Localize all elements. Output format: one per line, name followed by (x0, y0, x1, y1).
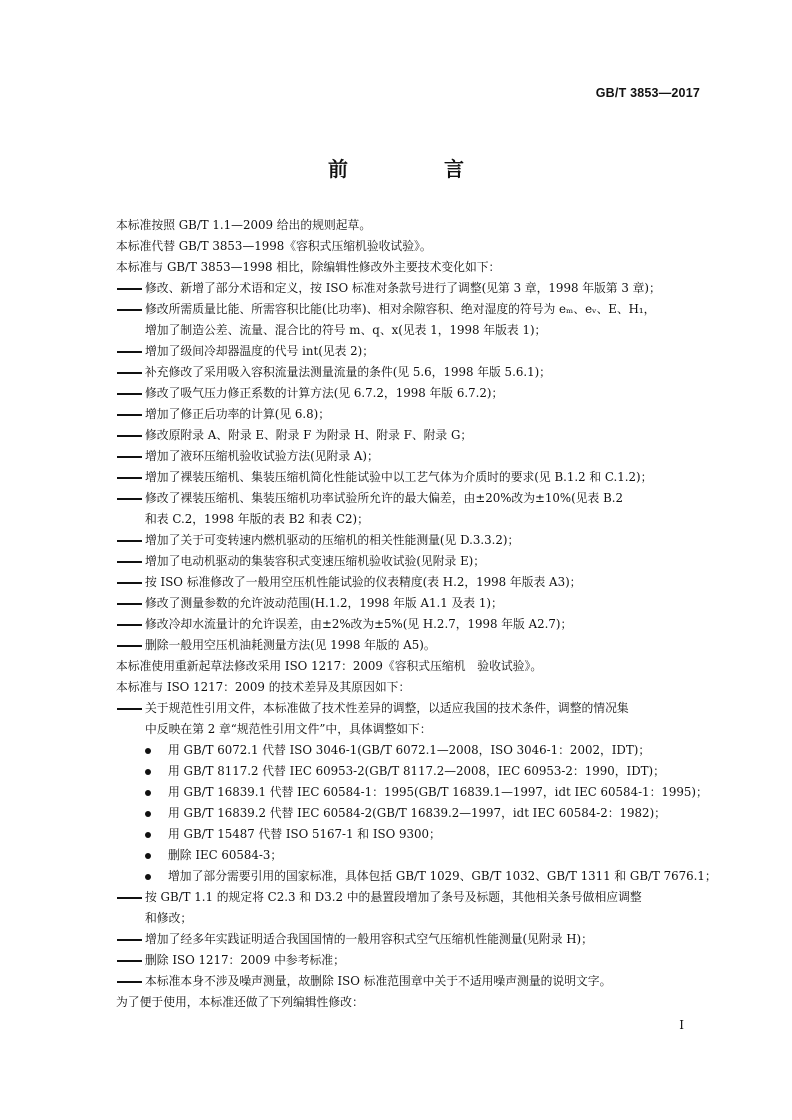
dash-list-item: 增加了裸装压缩机、集装压缩机简化性能试验中以工艺气体为介质时的要求(见 B.1.2 和 C.1.2)； (116, 467, 704, 488)
dash-list-item: 补充修改了采用吸入容积流量法测量流量的条件(见 5.6，1998 年版 5.6.1)； (116, 362, 704, 383)
list-item-continuation: 和修改； (145, 911, 193, 925)
paragraph-line: 本标准与 GB/T 3853—1998 相比，除编辑性修改外主要技术变化如下： (116, 260, 501, 274)
page-title: 前 言 (328, 157, 502, 181)
dash-list-item: 修改了吸气压力修正系数的计算方法(见 6.7.2，1998 年版 6.7.2)； (116, 383, 704, 404)
dash-list-item: 按 ISO 标准修改了一般用空压机性能试验的仪表精度(表 H.2，1998 年版表 A3)； (116, 572, 704, 593)
paragraph-line: 本标准与 ISO 1217：2009 的技术差异及其原因如下： (116, 680, 411, 694)
dash-list-item: 增加了级间冷却器温度的代号 int(见表 2)； (116, 341, 704, 362)
paragraph-line: 为了便于使用，本标准还做了下列编辑性修改： (116, 995, 364, 1009)
paragraph-line: 本标准按照 GB/T 1.1—2009 给出的规则起草。 (116, 218, 372, 232)
bullet-list-item: 用 GB/T 8117.2 代替 IEC 60953-2(GB/T 8117.2—2008，IEC 60953-2：1990，IDT)； (116, 761, 704, 782)
dash-list-item: 修改冷却水流量计的允许误差，由±2%改为±5%(见 H.2.7，1998 年版 A2.7)； (116, 614, 704, 635)
dash-list-item: 增加了液环压缩机验收试验方法(见附录 A)； (116, 446, 704, 467)
dash-list-item: 关于规范性引用文件，本标准做了技术性差异的调整，以适应我国的技术条件，调整的情况集 (116, 698, 704, 719)
dash-list-item: 修改原附录 A、附录 E、附录 F 为附录 H、附录 F、附录 G； (116, 425, 704, 446)
paragraph-line: 本标准使用重新起草法修改采用 ISO 1217：2009《容积式压缩机 验收试验》。 (116, 659, 543, 673)
list-item-continuation: 和表 C.2，1998 年版的表 B2 和表 C2)； (145, 512, 369, 526)
standard-number: GB/T 3853—2017 (595, 86, 700, 100)
list-item-continuation: 中反映在第 2 章“规范性引用文件”中，具体调整如下： (145, 722, 432, 736)
dash-list-item: 本标准本身不涉及噪声测量，故删除 ISO 标准范围章中关于不适用噪声测量的说明文字。 (116, 971, 704, 992)
bullet-list-item: 用 GB/T 15487 代替 ISO 5167-1 和 ISO 9300； (116, 824, 704, 845)
dash-list-item: 修改了裸装压缩机、集装压缩机功率试验所允许的最大偏差，由±20%改为±10%(见表 B.2 (116, 488, 704, 509)
bullet-list-item: 增加了部分需要引用的国家标准，具体包括 GB/T 1029、GB/T 1032、GB/T 1311 和 GB/T 7676.1； (116, 866, 704, 887)
bullet-list-item: 删除 IEC 60584-3； (116, 845, 704, 866)
list-item-continuation: 增加了制造公差、流量、混合比的符号 m、q、x(见表 1，1998 年版表 1)； (145, 323, 547, 337)
bullet-list-item: 用 GB/T 16839.2 代替 IEC 60584-2(GB/T 16839.2—1997，idt IEC 60584-2：1982)； (116, 803, 704, 824)
dash-list-item: 删除 ISO 1217：2009 中参考标准； (116, 950, 704, 971)
dash-list-item: 修改所需质量比能、所需容积比能(比功率)、相对余隙容积、绝对湿度的符号为 eₘ、eᵥ、E、H₁， (116, 299, 704, 320)
dash-list-item: 增加了修正后功率的计算(见 6.8)； (116, 404, 704, 425)
dash-list-item: 删除一般用空压机油耗测量方法(见 1998 年版的 A5)。 (116, 635, 704, 656)
bullet-list-item: 用 GB/T 16839.1 代替 IEC 60584-1：1995(GB/T 16839.1—1997，idt IEC 60584-1：1995)； (116, 782, 704, 803)
dash-list-item: 增加了经多年实践证明适合我国国情的一般用容积式空气压缩机性能测量(见附录 H)； (116, 929, 704, 950)
dash-list-item: 增加了关于可变转速内燃机驱动的压缩机的相关性能测量(见 D.3.3.2)； (116, 530, 704, 551)
dash-list-item: 修改了测量参数的允许波动范围(H.1.2，1998 年版 A1.1 及表 1)； (116, 593, 704, 614)
foreword-body (116, 215, 717, 1013)
paragraph-line: 本标准代替 GB/T 3853—1998《容积式压缩机验收试验》。 (116, 239, 432, 253)
page-number: I (679, 1018, 684, 1032)
dash-list-item: 按 GB/T 1.1 的规定将 C2.3 和 D3.2 中的悬置段增加了条号及标题，其他相关条号做相应调整 (116, 887, 704, 908)
dash-list-item: 修改、新增了部分术语和定义，按 ISO 标准对条款号进行了调整(见第 3 章，1998 年版第 3 章)； (116, 278, 704, 299)
dash-list-item: 增加了电动机驱动的集装容积式变速压缩机验收试验(见附录 E)； (116, 551, 704, 572)
bullet-list-item: 用 GB/T 6072.1 代替 ISO 3046-1(GB/T 6072.1—2008，ISO 3046-1：2002，IDT)； (116, 740, 704, 761)
